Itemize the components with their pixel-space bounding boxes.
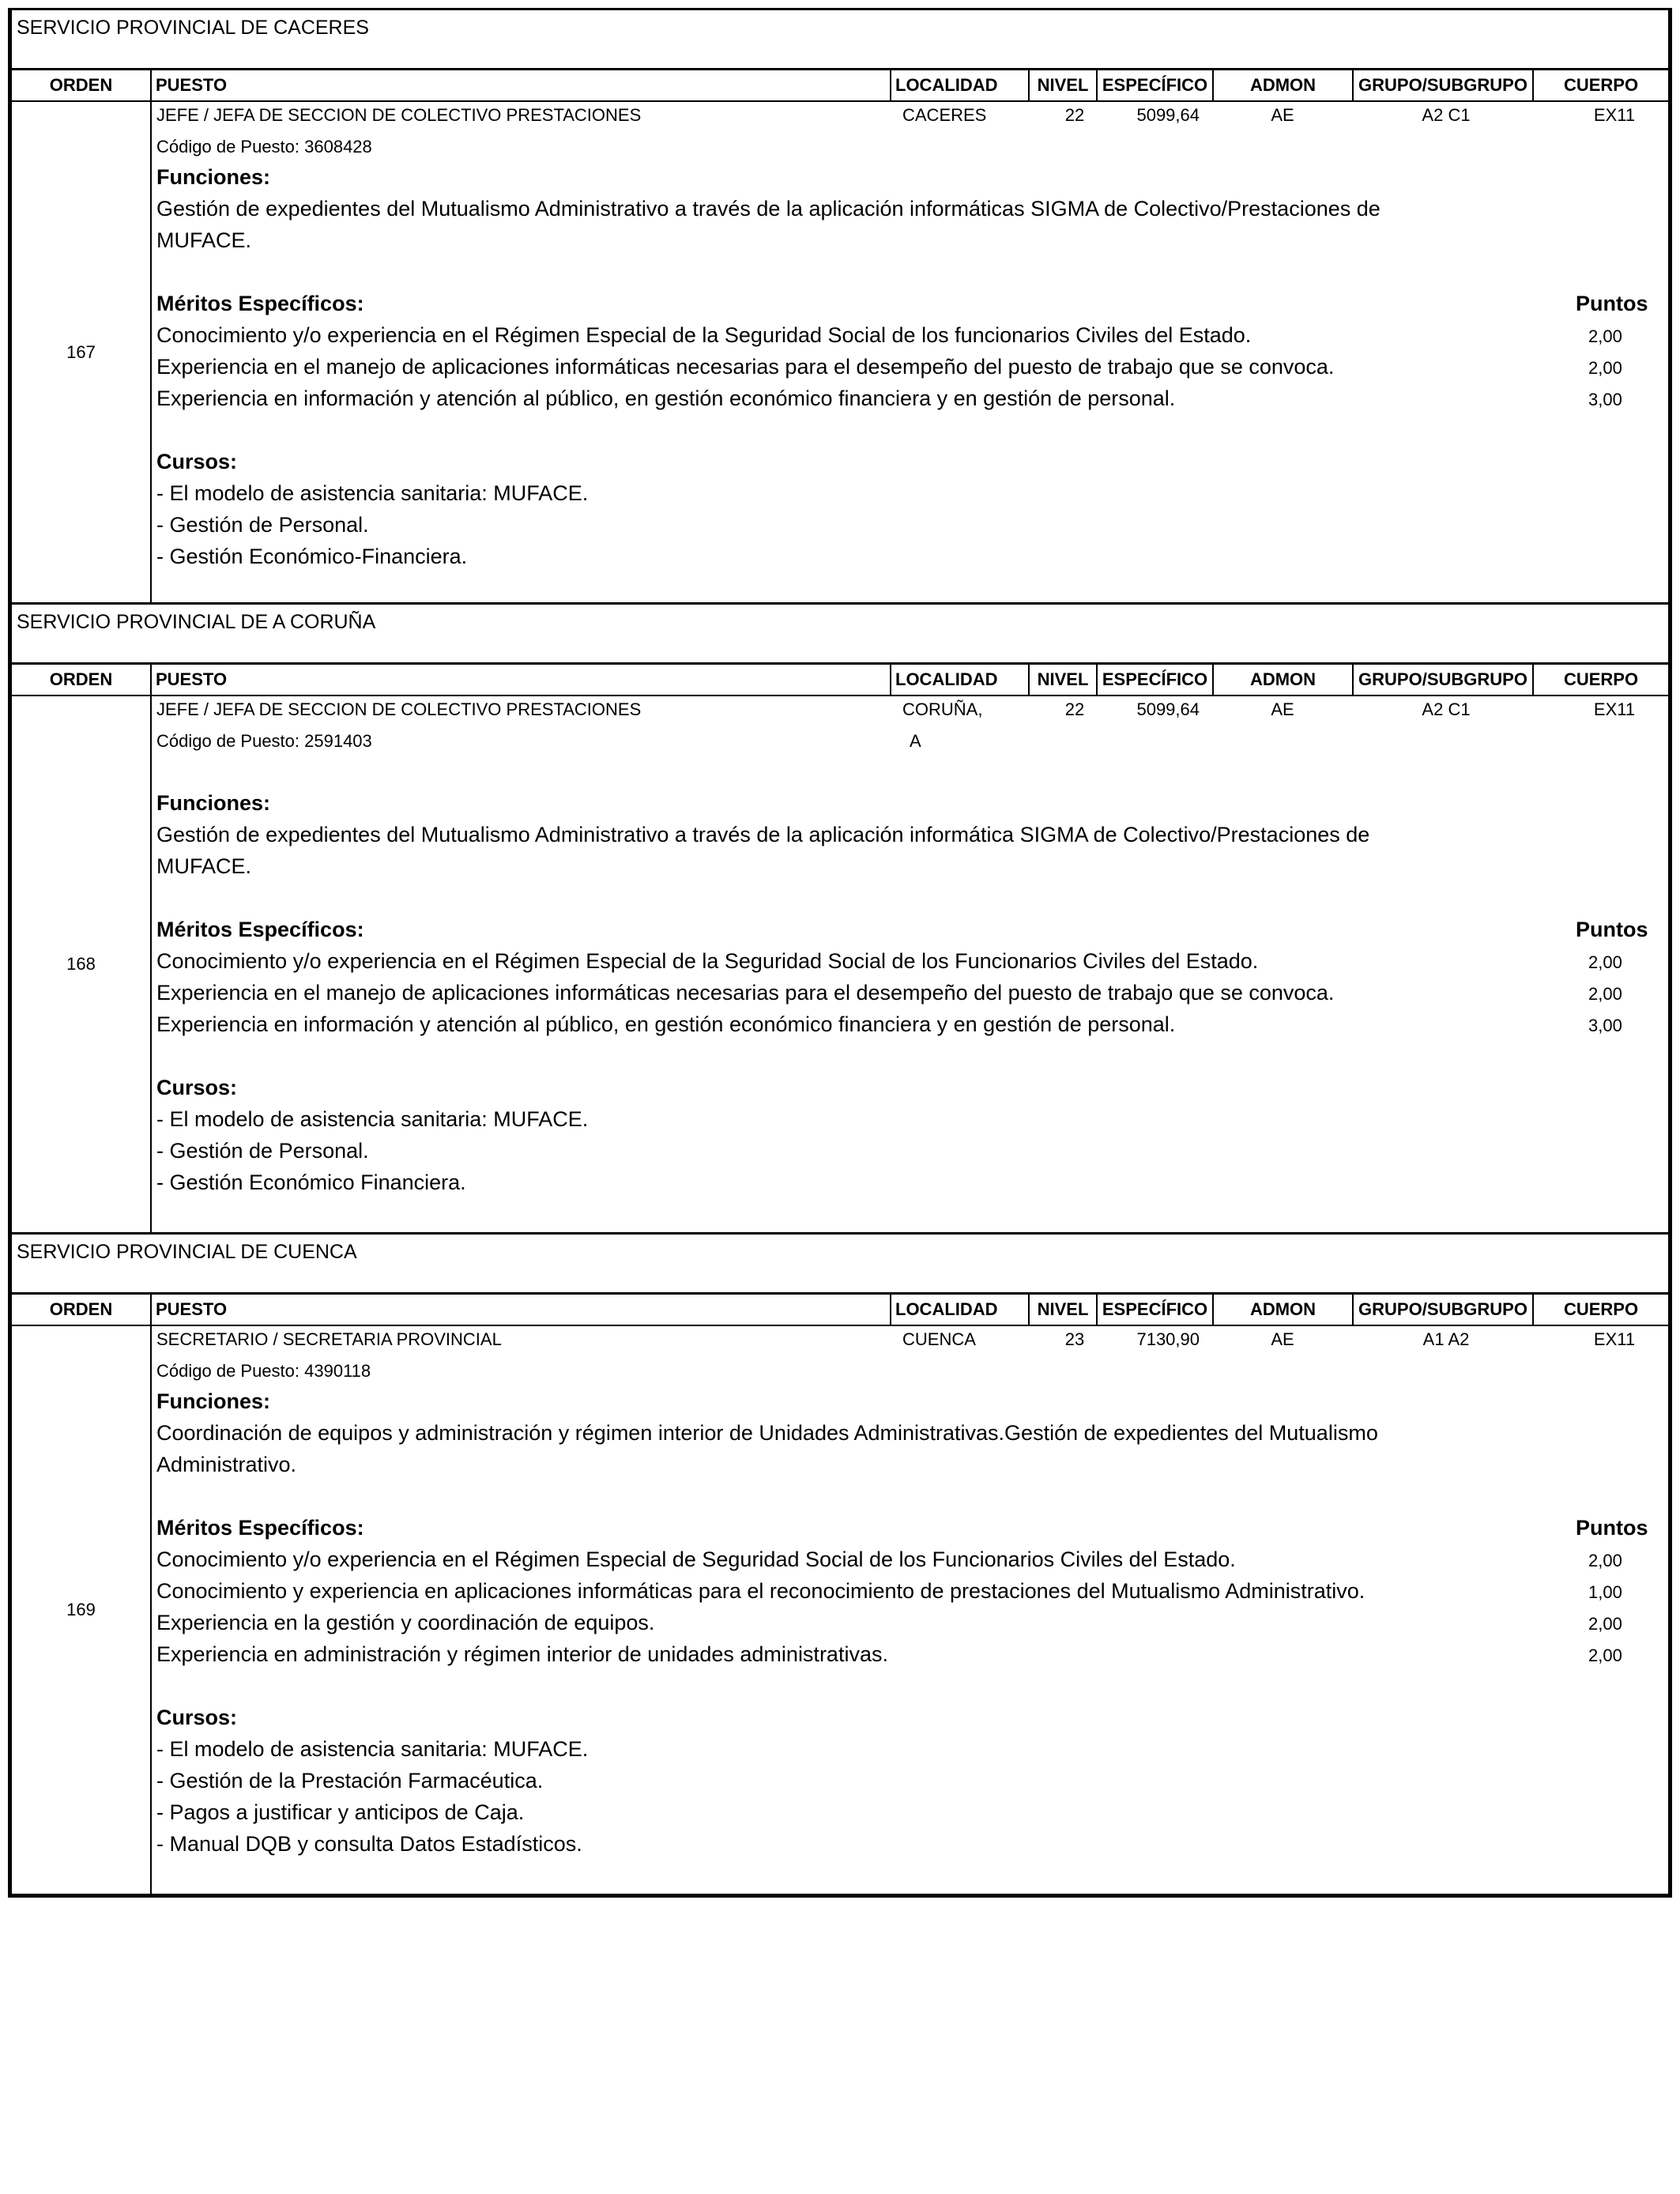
admon-value: AE [1271,1329,1294,1349]
column-header-orden: ORDEN [12,1295,152,1325]
funciones-line: Coordinación de equipos y administración y régimen interior de Unidades Administrativas.Gestión de expedientes del Mutualismo [156,1421,1378,1445]
grupo-value: A2 C1 [1422,699,1471,719]
puntos-label: Puntos [1576,1516,1648,1540]
column-header-orden: ORDEN [12,70,152,100]
merito-puntos: 2,00 [1588,952,1622,972]
section-3 [12,1235,1668,1894]
meritos-label: Méritos Específicos: [156,292,364,315]
section-2 [12,605,1668,1235]
localidad-value: CORUÑA, [902,699,983,719]
localidad-value-cont: A [910,731,921,751]
puesto-value: JEFE / JEFA DE SECCION DE COLECTIVO PRESTACIONES [156,699,642,719]
funciones-line: MUFACE. [156,854,252,878]
puesto-value: JEFE / JEFA DE SECCION DE COLECTIVO PRESTACIONES [156,105,642,125]
merito-puntos: 2,00 [1588,358,1622,378]
cursos-label: Cursos: [156,1706,238,1729]
column-header-cuerpo: CUERPO [1563,1299,1639,1319]
funciones-label: Funciones: [156,1389,271,1413]
column-header-localidad: LOCALIDAD [891,70,1030,100]
curso-line: - Gestión de Personal. [156,1139,369,1163]
column-header-cuerpo: CUERPO [1563,75,1639,95]
cursos-label: Cursos: [156,450,238,473]
curso-line: - Gestión Económico-Financiera. [156,545,468,568]
curso-line: - Manual DQB y consulta Datos Estadísticos. [156,1832,582,1856]
section-title: SERVICIO PROVINCIAL DE A CORUÑA [12,605,1668,665]
merito-puntos: 2,00 [1588,1614,1622,1634]
column-header-localidad: LOCALIDAD [891,665,1030,695]
cuerpo-value: EX11 [1593,699,1636,719]
merito-puntos: 2,00 [1588,326,1622,346]
nivel-value: 22 [1064,699,1085,719]
column-header-especifico: ESPECÍFICO [1098,70,1214,100]
puntos-label: Puntos [1576,918,1648,941]
curso-line: - El modelo de asistencia sanitaria: MUFACE. [156,481,589,505]
column-header-admon: ADMON [1249,669,1317,689]
especifico-value: 5099,64 [1136,699,1200,719]
position-row [12,1326,1668,1894]
column-header-especifico: ESPECÍFICO [1098,1295,1214,1325]
nivel-value: 23 [1064,1329,1085,1349]
section-title: SERVICIO PROVINCIAL DE CUENCA [12,1235,1668,1295]
localidad-value: CUENCA [902,1329,976,1349]
column-header-row [12,1295,1668,1326]
nivel-value: 22 [1064,105,1085,125]
puesto-value: SECRETARIO / SECRETARIA PROVINCIAL [156,1329,502,1349]
orden-value: 169 [12,1326,152,1894]
merito-line: Conocimiento y experiencia en aplicaciones informáticas para el reconocimiento de prestaciones del Mutualismo Administrativo. [156,1579,1365,1603]
column-header-admon: ADMON [1249,75,1317,95]
merito-puntos: 2,00 [1588,1551,1622,1570]
column-header-puesto: PUESTO [152,665,891,695]
codigo-puesto: Código de Puesto: 4390118 [156,1361,371,1381]
funciones-line: Gestión de expedientes del Mutualismo Administrativo a través de la aplicación informáticas SIGMA de Colectivo/Prestaciones de [156,197,1381,221]
column-header-grupo: GRUPO/SUBGRUPO [1352,1295,1534,1325]
meritos-label: Méritos Específicos: [156,1516,364,1540]
column-header-grupo: GRUPO/SUBGRUPO [1352,665,1534,695]
orden-value: 167 [12,102,152,602]
document [8,8,1672,1898]
column-header-cuerpo: CUERPO [1563,669,1639,689]
merito-puntos: 2,00 [1588,984,1622,1004]
position-row [12,102,1668,602]
funciones-label: Funciones: [156,791,271,815]
merito-puntos: 1,00 [1588,1582,1622,1602]
especifico-value: 7130,90 [1136,1329,1200,1349]
merito-line: Conocimiento y/o experiencia en el Régimen Especial de Seguridad Social de los Funcionarios Civiles del Estado. [156,1547,1236,1571]
merito-line: Experiencia en el manejo de aplicaciones informáticas necesarias para el desempeño del puesto de trabajo que se convoca. [156,981,1335,1005]
curso-line: - Gestión de Personal. [156,513,369,537]
column-header-orden: ORDEN [12,665,152,695]
merito-puntos: 3,00 [1588,390,1622,409]
curso-line: - Gestión de la Prestación Farmacéutica. [156,1769,544,1793]
position-row [12,696,1668,1232]
funciones-line: MUFACE. [156,228,252,252]
funciones-label: Funciones: [156,165,271,189]
column-header-row [12,70,1668,102]
cuerpo-value: EX11 [1593,105,1636,125]
curso-line: - El modelo de asistencia sanitaria: MUFACE. [156,1107,589,1131]
curso-line: - Gestión Económico Financiera. [156,1171,466,1194]
column-header-puesto: PUESTO [152,1295,891,1325]
curso-line: - El modelo de asistencia sanitaria: MUFACE. [156,1737,589,1761]
merito-line: Conocimiento y/o experiencia en el Régimen Especial de la Seguridad Social de los Funcionarios Civiles del Estado. [156,949,1259,973]
codigo-puesto: Código de Puesto: 3608428 [156,137,372,156]
especifico-value: 5099,64 [1136,105,1200,125]
grupo-value: A1 A2 [1422,1329,1470,1349]
column-header-admon: ADMON [1249,1299,1317,1319]
cuerpo-value: EX11 [1593,1329,1636,1349]
column-header-row [12,665,1668,696]
column-header-nivel: NIVEL [1030,665,1098,695]
merito-line: Experiencia en información y atención al público, en gestión económico financiera y en gestión de personal. [156,386,1176,410]
funciones-line: Administrativo. [156,1453,297,1476]
admon-value: AE [1271,699,1294,719]
section-1 [12,10,1668,605]
merito-line: Experiencia en información y atención al público, en gestión económico financiera y en gestión de personal. [156,1012,1176,1036]
column-header-localidad: LOCALIDAD [891,1295,1030,1325]
column-header-nivel: NIVEL [1030,1295,1098,1325]
grupo-value: A2 C1 [1422,105,1471,125]
localidad-value: CACERES [902,105,987,125]
puntos-label: Puntos [1576,292,1648,315]
admon-value: AE [1271,105,1294,125]
curso-line: - Pagos a justificar y anticipos de Caja. [156,1800,525,1824]
column-header-grupo: GRUPO/SUBGRUPO [1352,70,1534,100]
merito-puntos: 3,00 [1588,1016,1622,1035]
column-header-nivel: NIVEL [1030,70,1098,100]
cursos-label: Cursos: [156,1076,238,1099]
merito-line: Experiencia en administración y régimen interior de unidades administrativas. [156,1642,888,1666]
meritos-label: Méritos Específicos: [156,918,364,941]
orden-value: 168 [12,696,152,1232]
merito-line: Experiencia en la gestión y coordinación de equipos. [156,1611,655,1634]
section-title: SERVICIO PROVINCIAL DE CACERES [12,10,1668,70]
merito-line: Experiencia en el manejo de aplicaciones informáticas necesarias para el desempeño del puesto de trabajo que se convoca. [156,355,1335,379]
column-header-especifico: ESPECÍFICO [1098,665,1214,695]
codigo-puesto: Código de Puesto: 2591403 [156,731,372,751]
merito-line: Conocimiento y/o experiencia en el Régimen Especial de la Seguridad Social de los funcionarios Civiles del Estado. [156,323,1252,347]
column-header-puesto: PUESTO [152,70,891,100]
funciones-line: Gestión de expedientes del Mutualismo Administrativo a través de la aplicación informática SIGMA de Colectivo/Prestaciones de [156,823,1370,846]
merito-puntos: 2,00 [1588,1646,1622,1665]
